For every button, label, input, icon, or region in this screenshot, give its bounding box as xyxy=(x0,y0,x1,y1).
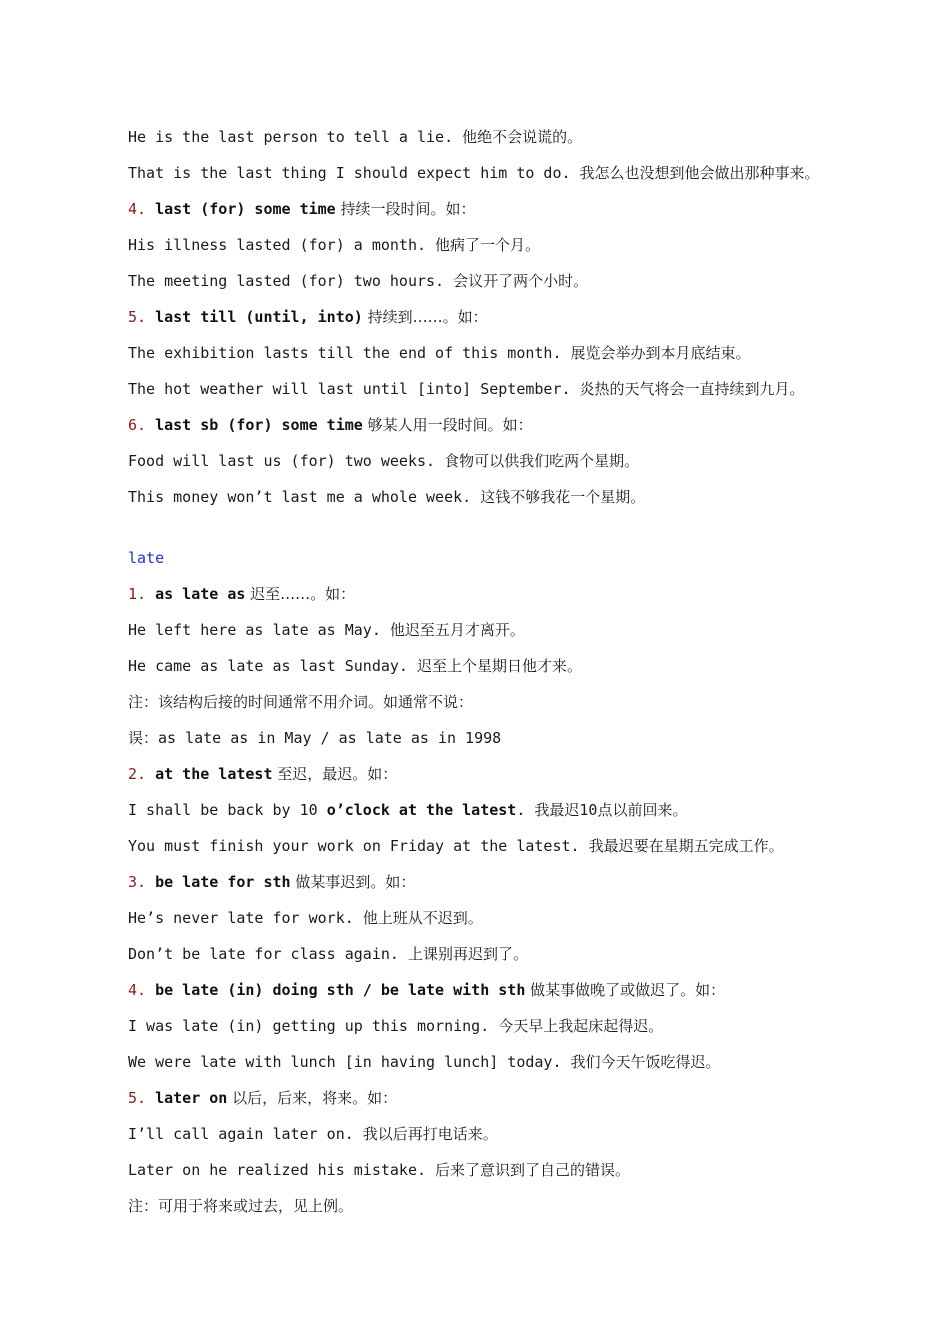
example-sentence: Food will last us (for) two weeks. 食物可以供我们吃两个星期。 xyxy=(128,452,640,470)
item-gloss: 迟至……。如： xyxy=(245,585,356,603)
item-gloss: 做某事迟到。如： xyxy=(290,873,416,891)
example-text-post: . 我最迟10点以前回来。 xyxy=(516,801,688,819)
example-sentence: Don’t be late for class again. 上课别再迟到了。 xyxy=(128,945,528,963)
item-gloss: 至迟，最迟。如： xyxy=(272,765,398,783)
example-sentence: This money won’t last me a whole week. 这钱不够我花一个星期。 xyxy=(128,488,646,506)
example-sentence: 注：该结构后接的时间通常不用介词。如通常不说： xyxy=(128,693,474,711)
example-sentence: 误：as late as in May / as late as in 1998 xyxy=(128,729,502,747)
example-text-pre: I shall be back by 10 xyxy=(128,801,327,819)
item-number: 6. xyxy=(128,416,156,434)
usage-item-heading xyxy=(128,576,828,612)
example-sentence: He left here as late as May. 他迟至五月才离开。 xyxy=(128,621,525,639)
example-sentence: His illness lasted (for) a month. 他病了一个月。 xyxy=(128,236,541,254)
item-phrase: last sb (for) some time xyxy=(155,416,363,434)
item-number: 4. xyxy=(128,200,156,218)
usage-item-heading xyxy=(128,864,828,900)
example-sentence: 注：可用于将来或过去，见上例。 xyxy=(128,1197,354,1215)
example-sentence: I was late (in) getting up this morning. 今天早上我起床起得迟。 xyxy=(128,1017,664,1035)
example-sentence: You must finish your work on Friday at the latest. 我最迟要在星期五完成工作。 xyxy=(128,837,784,855)
item-number: 4. xyxy=(128,981,156,999)
example-sentence: He is the last person to tell a lie. 他绝不会说谎的。 xyxy=(128,128,583,146)
item-gloss: 持续一段时间。如： xyxy=(335,200,476,218)
example-sentence: The exhibition lasts till the end of this month. 展览会举办到本月底结束。 xyxy=(128,344,751,362)
example-sentence: That is the last thing I should expect him to do. 我怎么也没想到他会做出那种事来。 xyxy=(128,164,820,182)
example-sentence: He came as late as last Sunday. 迟至上个星期日他才来。 xyxy=(128,657,582,675)
example-sentence: The meeting lasted (for) two hours. 会议开了两个小时。 xyxy=(128,272,589,290)
item-phrase: last (for) some time xyxy=(155,200,336,218)
section-gap xyxy=(128,515,828,540)
document-page xyxy=(128,119,828,1224)
item-gloss: 做某事做晚了或做迟了。如： xyxy=(525,981,726,999)
example-sentence: We were late with lunch [in having lunch] today. 我们今天午饭吃得迟。 xyxy=(128,1053,721,1071)
item-number: 5. xyxy=(128,1089,156,1107)
example-sentence xyxy=(128,792,828,828)
item-phrase: last till (until, into) xyxy=(155,308,363,326)
item-gloss: 够某人用一段时间。如： xyxy=(362,416,533,434)
section-heading-late: late xyxy=(128,549,165,567)
usage-item-heading xyxy=(128,407,828,443)
item-number: 1. xyxy=(128,585,156,603)
usage-item-heading xyxy=(128,756,828,792)
item-phrase: as late as xyxy=(155,585,246,603)
usage-item-heading xyxy=(128,299,828,335)
item-phrase: be late for sth xyxy=(155,873,291,891)
example-sentence: Later on he realized his mistake. 后来了意识到了自己的错误。 xyxy=(128,1161,631,1179)
example-sentence: I’ll call again later on. 我以后再打电话来。 xyxy=(128,1125,498,1143)
example-sentence: He’s never late for work. 他上班从不迟到。 xyxy=(128,909,483,927)
example-sentence: The hot weather will last until [into] September. 炎热的天气将会一直持续到九月。 xyxy=(128,380,805,398)
example-text-bold: o’clock at the latest xyxy=(326,801,517,819)
item-number: 3. xyxy=(128,873,156,891)
item-gloss: 持续到……。如： xyxy=(362,308,488,326)
item-gloss: 以后，后来，将来。如： xyxy=(227,1089,398,1107)
usage-item-heading xyxy=(128,972,828,1008)
item-phrase: be late (in) doing sth / be late with sth xyxy=(155,981,526,999)
item-phrase: later on xyxy=(155,1089,228,1107)
usage-item-heading xyxy=(128,1080,828,1116)
last-usage-section xyxy=(128,119,828,515)
item-phrase: at the latest xyxy=(155,765,273,783)
item-number: 2. xyxy=(128,765,156,783)
item-number: 5. xyxy=(128,308,156,326)
usage-item-heading xyxy=(128,191,828,227)
late-usage-section xyxy=(128,576,828,1224)
